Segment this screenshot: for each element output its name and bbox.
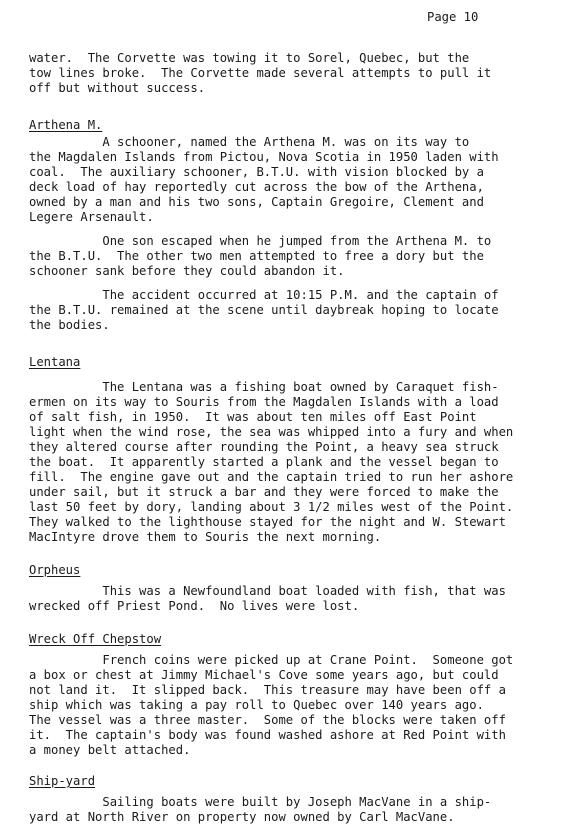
section-heading: Ship-yard [29,774,96,788]
text-line: deck load of hay reportedly cut across the bow of the Arthena, [29,180,484,194]
text-line: Legere Arsenault. [29,210,154,224]
paragraph [29,653,544,758]
text-line: A schooner, named the Arthena M. was on its way to [29,135,470,149]
text-line: a money belt attached. [29,743,191,757]
text-line: schooner sank before they could abandon it. [29,264,345,278]
text-line: the Magdalen Islands from Pictou, Nova Scotia in 1950 laden with [29,150,499,164]
intro-paragraph [29,51,544,96]
text-line: tow lines broke. The Corvette made several attempts to pull it [29,66,492,80]
text-line: the bodies. [29,318,110,332]
paragraph [29,234,544,279]
text-line: wrecked off Priest Pond. No lives were lost. [29,599,360,613]
text-line: Sailing boats were built by Joseph MacVane in a ship- [29,795,492,809]
page-number: Page 10 [427,10,479,24]
text-line: not land it. It slipped back. This treasure may have been off a [29,683,506,697]
text-line: under sail, but it struck a bar and they were forced to make the [29,485,499,499]
text-line: fill. The engine gave out and the captain tried to run her ashore [29,470,514,484]
text-line: They walked to the lighthouse stayed for the night and W. Stewart [29,515,506,529]
text-line: MacIntyre drove them to Souris the next morning. [29,530,382,544]
text-line: they altered course after rounding the Point, a heavy sea struck [29,440,499,454]
section-heading: Wreck Off Chepstow [29,632,162,646]
text-line: ship which was taking a pay roll to Quebec over 140 years ago. [29,698,484,712]
page-content [29,51,544,825]
text-line: last 50 feet by dory, landing about 3 1/2 miles west of the Point. [29,500,514,514]
text-line: The Lentana was a fishing boat owned by Caraquet fish- [29,380,499,394]
text-line: French coins were picked up at Crane Point. Someone got [29,653,514,667]
paragraph [29,584,544,614]
section-arthena-m [29,118,544,333]
text-line: light when the wind rose, the sea was whipped into a fury and when [29,425,514,439]
text-line: the boat. It apparently started a plank and the vessel began to [29,455,499,469]
text-line: a box or chest at Jimmy Michael's Cove some years ago, but could [29,668,499,682]
text-line: The vessel was a three master. Some of the blocks were taken off [29,713,506,727]
text-line: yard at North River on property now owned by Carl MacVane. [29,810,455,824]
paragraph [29,288,544,333]
text-line: the B.T.U. The other two men attempted to free a dory but the [29,249,484,263]
text-line: the B.T.U. remained at the scene until daybreak hoping to locate [29,303,499,317]
section-lentana [29,355,544,545]
section-orpheus [29,563,544,614]
section-heading: Arthena M. [29,118,103,132]
text-line: ermen on its way to Souris from the Magdalen Islands with a load [29,395,499,409]
text-line: coal. The auxiliary schooner, B.T.U. with vision blocked by a [29,165,484,179]
section-heading: Lentana [29,355,81,369]
text-line: it. The captain's body was found washed ashore at Red Point with [29,728,506,742]
paragraph [29,380,544,545]
text-line: off but without success. [29,81,206,95]
section-wreck-off-chepstow [29,632,544,758]
text-line: owned by a man and his two sons, Captain Gregoire, Clement and [29,195,484,209]
text-line: One son escaped when he jumped from the Arthena M. to [29,234,492,248]
text-line: of salt fish, in 1950. It was about ten miles off East Point [29,410,477,424]
text-line: water. The Corvette was towing it to Sorel, Quebec, but the [29,51,470,65]
text-line: This was a Newfoundland boat loaded with fish, that was [29,584,506,598]
paragraph [29,135,544,225]
text-line: The accident occurred at 10:15 P.M. and the captain of [29,288,499,302]
section-heading: Orpheus [29,563,81,577]
